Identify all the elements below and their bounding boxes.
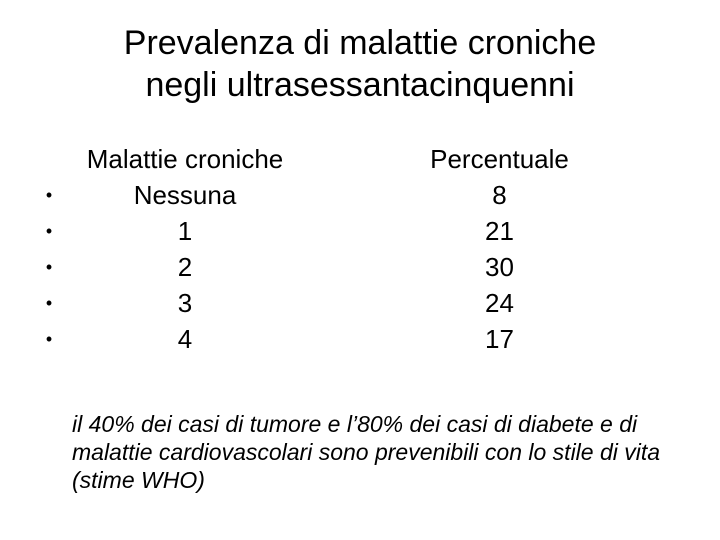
bullet-icon: • [45, 185, 53, 205]
prevention-note: il 40% dei casi di tumore e l’80% dei casi di diabete e di malattie cardiovascolari sono prevenibili con lo stile di vita (stime WHO) [72, 411, 661, 493]
table-row [0, 177, 720, 213]
column-header-percentage: Percentuale [430, 144, 569, 174]
chronic-disease-count: 2 [177, 252, 193, 282]
chronic-disease-count: Nessuna [133, 180, 237, 210]
title-line-2: negli ultrasessantacinquenni [145, 66, 575, 104]
title-line-1: Prevalenza di malattie croniche [123, 24, 597, 62]
percentage-value: 8 [492, 180, 507, 210]
table-row [0, 249, 720, 285]
table-row [0, 321, 720, 357]
chronic-disease-count: 3 [177, 288, 193, 318]
bullet-icon: • [45, 221, 53, 241]
bullet-icon: • [45, 257, 53, 277]
page-title [0, 22, 720, 106]
percentage-value: 30 [485, 252, 514, 282]
bullet-icon: • [45, 293, 53, 313]
bullet-icon: • [45, 329, 53, 349]
percentage-value: 24 [485, 288, 514, 318]
chronic-disease-count: 4 [177, 324, 193, 354]
table-header-row [0, 141, 720, 177]
table-row [0, 213, 720, 249]
percentage-value: 21 [485, 216, 514, 246]
chronic-disease-count: 1 [177, 216, 193, 246]
prevalence-table [0, 141, 720, 357]
percentage-value: 17 [485, 324, 514, 354]
table-row [0, 285, 720, 321]
column-header-chronic-diseases: Malattie croniche [86, 144, 284, 174]
